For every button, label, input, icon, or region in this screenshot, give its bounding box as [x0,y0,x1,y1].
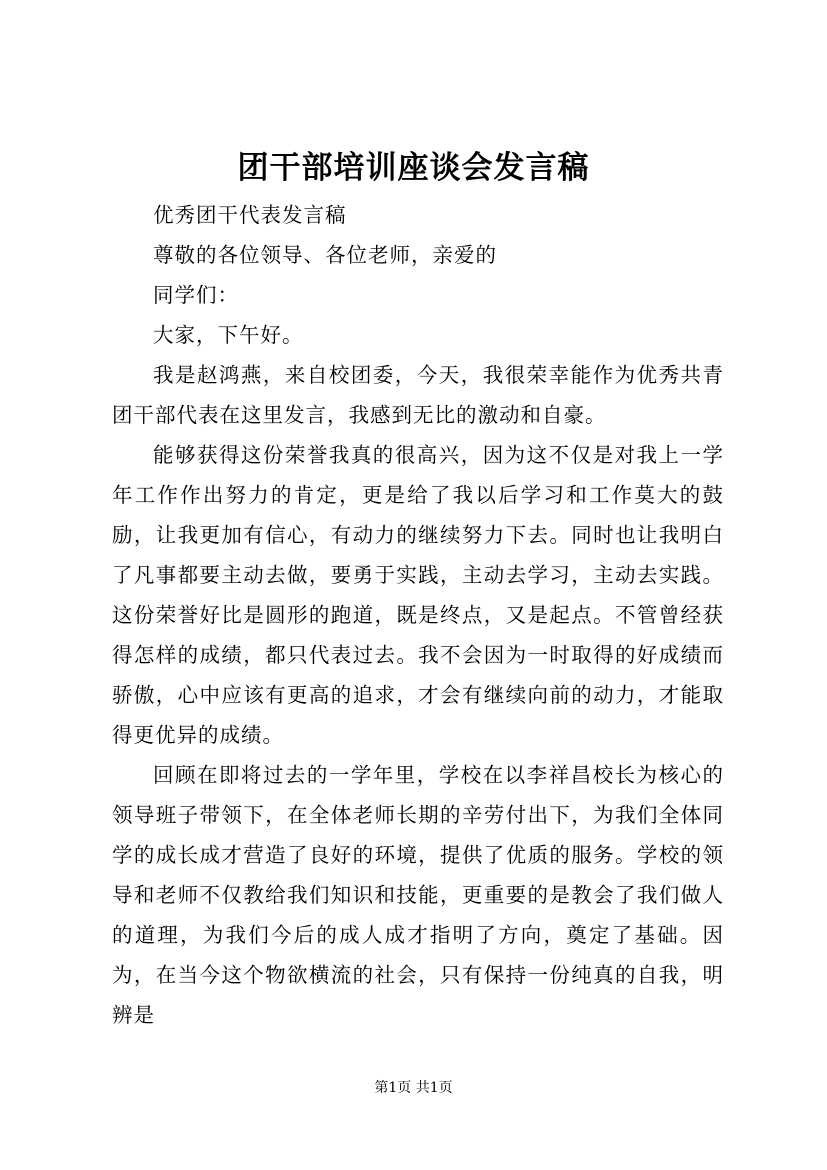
page-footer: 第1页 共1页 [374,1080,453,1096]
paragraph: 我是赵鸿燕，来自校团委，今天，我很荣幸能作为优秀共青团干部代表在这里发言，我感到无比的激动和自豪。 [112,363,724,427]
paragraph: 同学们： [153,283,239,307]
paragraph: 尊敬的各位领导、各位老师，亲爱的 [153,243,497,267]
paragraph: 回顾在即将过去的一学年里，学校在以李祥昌校长为核心的领导班子带领下，在全体老师长期的辛劳付出下，为我们全体同学的成长成才营造了良好的环境，提供了优质的服务。学校的领导和老师不仅教给我们知识和技能，更重要的是教会了我们做人的道理，为我们今后的成人成才指明了方向，奠定了基础。因为，在当今这个物欲横流的社会，只有保持一份纯真的自我，明辨是 [112,763,724,1027]
paragraph: 优秀团干代表发言稿 [153,203,347,227]
document-title: 团干部培训座谈会发言稿 [237,150,590,186]
document-body [112,195,724,1035]
paragraph: 能够获得这份荣誉我真的很高兴，因为这不仅是对我上一学年工作作出努力的肯定，更是给了我以后学习和工作莫大的鼓励，让我更加有信心，有动力的继续努力下去。同时也让我明白了凡事都要主动去做，要勇于实践，主动去学习，主动去实践。这份荣誉好比是圆形的跑道，既是终点，又是起点。不管曾经获得怎样的成绩，都只代表过去。我不会因为一时取得的好成绩而骄傲，心中应该有更高的追求，才会有继续向前的动力，才能取得更优异的成绩。 [112,443,724,747]
paragraph: 大家，下午好。 [153,323,304,347]
